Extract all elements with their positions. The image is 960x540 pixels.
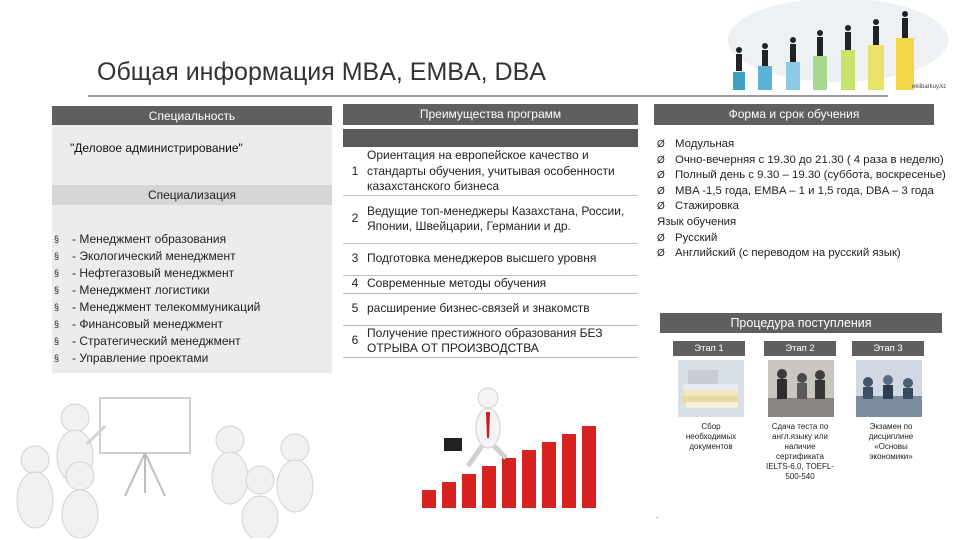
stage-1-label: Этап 1 xyxy=(673,341,745,356)
list-item: § - Управление проектами xyxy=(54,351,209,365)
form-item: Ø Стажировка xyxy=(657,200,739,213)
form-item: Язык обучения xyxy=(657,215,737,228)
stage-2-text: Сдача теста по англ.языку или наличие сертификата IELTS-6.0, TOEFL-500-540 xyxy=(765,422,835,481)
stage-1-text: Сбор необходимых документов xyxy=(685,422,737,451)
list-item: § - Стратегический менеджмент xyxy=(54,334,241,348)
growth-illustration xyxy=(402,378,642,538)
table-row: 3 Подготовка менеджеров высшего уровня xyxy=(343,243,638,275)
logo-text: ekiibarkuy.kz xyxy=(912,84,947,90)
page-title: Общая информация MBA, EMBA, DBA xyxy=(97,58,546,86)
stage-3-text: Экзамен по дисциплине «Основы экономики» xyxy=(868,422,914,461)
table-row: 6 Получение престижного образования БЕЗ ОТРЫВА ОТ ПРОИЗВОДСТВА xyxy=(343,325,638,357)
documents-photo xyxy=(678,360,744,417)
specialization-header: Специализация xyxy=(52,185,332,205)
advantages-header: Преимущества программ xyxy=(343,104,638,125)
form-item: Ø Очно-вечерняя с 19.30 до 21.30 ( 4 раза в неделю) xyxy=(657,153,944,166)
list-item: § - Менеджмент логистики xyxy=(54,283,210,297)
form-item: Ø Русский xyxy=(657,231,718,244)
table-row: 4 Современные методы обучения xyxy=(343,275,638,293)
specialty-header: Специальность xyxy=(52,106,332,127)
advantages-table xyxy=(343,148,638,358)
admission-header: Процедура поступления xyxy=(660,313,942,333)
form-header: Форма и срок обучения xyxy=(654,104,934,125)
list-item: § - Менеджмент телекоммуникаций xyxy=(54,300,261,314)
table-row: 2 Ведущие топ-менеджеры Казахстана, России, Японии, Швейцарии, Германии и др. xyxy=(343,195,638,243)
form-item: Ø Модульная xyxy=(657,138,735,150)
list-item: § - Финансовый менеджмент xyxy=(54,317,223,331)
specialty-name: "Деловое администрирование" xyxy=(70,141,243,155)
specialization-list xyxy=(54,231,260,367)
table-row: 5 расширение бизнес-связей и знакомств xyxy=(343,293,638,325)
table-row: 1 Ориентация на европейское качество и стандарты обучения, учитывая особенности казахстанского бизнеса xyxy=(343,148,638,195)
list-item: § - Менеджмент образования xyxy=(54,232,227,246)
form-item: Ø MBA -1,5 года, EMBA – 1 и 1,5 года, DBA – 3 года xyxy=(657,184,934,197)
list-item: § - Нефтегазовый менеджмент xyxy=(54,266,235,280)
stage-2-label: Этап 2 xyxy=(764,341,836,356)
podium-bar xyxy=(733,72,745,90)
form-item: Ø Английский (с переводом на русский язык) xyxy=(657,247,901,260)
test-photo xyxy=(768,360,834,417)
exam-photo xyxy=(856,360,922,417)
team-illustration xyxy=(5,378,335,538)
title-divider xyxy=(88,95,888,97)
dot-mark: . xyxy=(656,510,659,520)
form-list xyxy=(657,137,947,262)
stage-3-label: Этап 3 xyxy=(852,341,924,356)
advantages-bar xyxy=(343,129,638,147)
form-item: Ø Полный день с 9.30 – 19.30 (суббота, воскресенье) xyxy=(657,169,946,182)
list-item: § - Экологический менеджмент xyxy=(54,249,236,263)
podium-illustration xyxy=(728,0,960,95)
